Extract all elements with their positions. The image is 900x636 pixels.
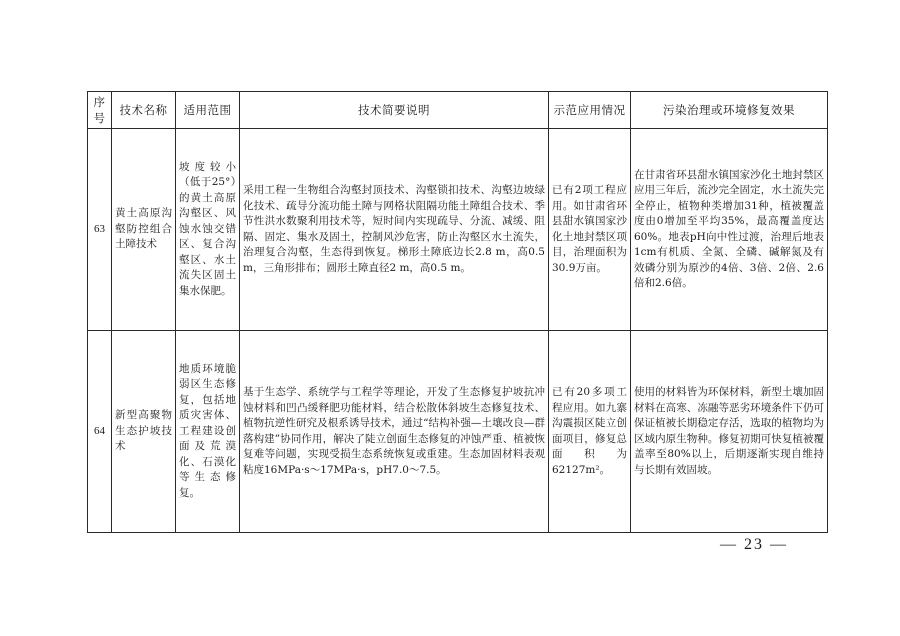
row-effect: 使用的材料皆为环保材料，新型土壤加固材料在高寒、冻融等恶劣环境条件下仍可保证植被长期稳定存活，选取的植物均为区域内原生物种。修复初期可快复植被覆盖率至80%以上，后期逐渐实现自维持与长期有效固坡。	[631, 331, 828, 533]
row-serial: 64	[88, 331, 112, 533]
page-number: — 23 —	[720, 536, 788, 553]
header-application: 示范应用情况	[549, 92, 631, 129]
row-scope: 坡度较小（低于25°）的黄土高原沟壑区、风蚀水蚀交错区、复合沟壑区、水土流失区固土集水保肥。	[176, 129, 240, 331]
table-row	[88, 129, 828, 331]
row-tech-name: 黄土高原沟壑防控组合土障技术	[112, 129, 176, 331]
row-application: 已有20多项工程应用。如九寨沟震损区陡立创面项目，修复总面积为62127m²。	[549, 331, 631, 533]
row-effect: 在甘肃省环县甜水镇国家沙化土地封禁区应用三年后，流沙完全固定，水土流失完全停止，植物种类增加31种，植被覆盖度由0增加至平均35%，最高覆盖度达60%。地表pH向中性过渡，治理后地表1cm有机质、全氮、全磷、碱解氮及有效磷分别为原沙的4倍、3倍、2倍、2.6倍和2.6倍。	[631, 129, 828, 331]
header-serial: 序号	[88, 92, 112, 129]
technology-table	[87, 91, 828, 533]
header-description: 技术简要说明	[240, 92, 549, 129]
row-application: 已有2项工程应用。如甘肃省环县甜水镇国家沙化土地封禁区项目，治理面积为30.9万亩。	[549, 129, 631, 331]
row-tech-name: 新型高聚物生态护坡技术	[112, 331, 176, 533]
header-effect: 污染治理或环境修复效果	[631, 92, 828, 129]
header-tech-name: 技术名称	[112, 92, 176, 129]
row-scope: 地质环境脆弱区生态修复，包括地质灾害体、工程建设创面及荒漠化、石漠化等生态修复。	[176, 331, 240, 533]
row-description: 基于生态学、系统学与工程学等理论，开发了生态修复护坡抗冲蚀材料和凹凸缓释肥功能材料，结合松散体斜坡生态修复技术、植物抗逆性研究及根系诱导技术，通过“结构补强—土壤改良—群落构建”协同作用，解决了陡立创面生态修复的冲蚀严重、植被恢复难等问题，实现受损生态系统恢复或重建。生态加固材料表观粘度16MPa·s～17MPa·s，pH7.0～7.5。	[240, 331, 549, 533]
header-scope: 适用范围	[176, 92, 240, 129]
table-header-row	[88, 92, 828, 129]
table-row	[88, 331, 828, 533]
row-description: 采用工程一生物组合沟壑封顶技术、沟壑锁扣技术、沟壑边坡绿化技术、疏导分流功能土障与网格状阻隔功能土障组合技术、季节性洪水数聚利用技术等，短时间内实现疏导、分流、减缓、阻隔、固定、集水及固土，控制风沙危害，防止沟壑区水土流失，治理复合沟壑，生态得到恢复。梯形土障底边长2.8 m，高0.5 m，三角形排布；圆形土障直径2 m，高0.5 m。	[240, 129, 549, 331]
row-serial: 63	[88, 129, 112, 331]
